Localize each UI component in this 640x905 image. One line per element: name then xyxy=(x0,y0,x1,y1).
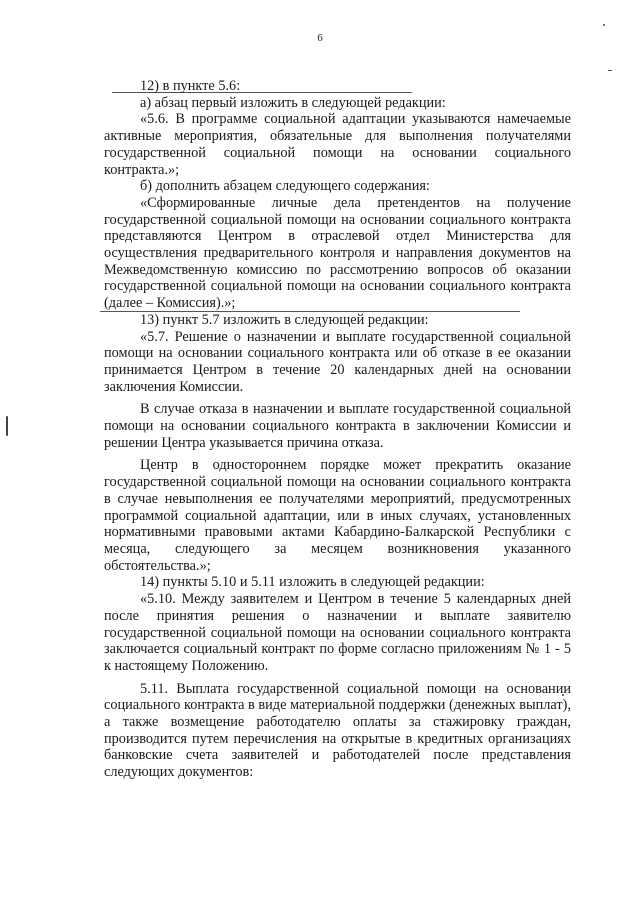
paragraph: 14) пункты 5.10 и 5.11 изложить в следующей редакции: xyxy=(140,574,485,591)
paragraph: Центр в одностороннем порядке может прекратить оказание государственной социальной помощи на основании социального контракта в случае невыполнения ее получателями мероприятий, предусмотренных программой социальной адаптации, или в иных случаях, установленных нормативными правовыми актами Кабардино-Балкарской Республики с месяца, следующего за месяцем возникновения указанного обстоятельства.»; xyxy=(104,457,571,574)
paragraph: 13) пункт 5.7 изложить в следующей редакции: xyxy=(140,311,429,328)
paragraph: б) дополнить абзацем следующего содержания: xyxy=(140,178,430,195)
scan-mark-right-top xyxy=(603,24,605,26)
paragraph: «Сформированные личные дела претендентов на получение государственной социальной помощи на основании социального контракта представляются Центром в отраслевой отдел Министерства для осуществления предварительного контроля и направления документов на Межведомственную комиссию по рассмотрению вопросов об оказании государственной социальной помощи на основании социального контракта (далее – Комиссия).»; xyxy=(104,194,571,312)
document-body xyxy=(104,78,571,781)
paragraph: «5.7. Решение о назначении и выплате государственной социальной помощи на основании социального контракта или об отказе в ее оказании принимается Центром в течение 20 календарных дней на основании заключения Комиссии. xyxy=(104,328,571,395)
page-number: 6 xyxy=(317,32,323,44)
paragraph: 12) в пункте 5.6: xyxy=(140,78,241,94)
scan-mark-right xyxy=(608,70,612,71)
paragraph: В случае отказа в назначении и выплате государственной социальной помощи на основании социального контракта в заключении Комиссии и решении Центра указывается причина отказа. xyxy=(104,401,571,451)
paragraph: «5.10. Между заявителем и Центром в течение 5 календарных дней после принятия решения о назначении и выплате заявителю государственной социальной помощи на основании социального контракта заключается социальный контракт по форме согласно приложениям № 1 - 5 к настоящему Положению. xyxy=(104,591,571,674)
paragraph: «5.6. В программе социальной адаптации указываются намечаемые активные мероприятия, обязательные для выполнения получателями государственной социальной помощи на основании социального контракта.»; xyxy=(104,111,571,178)
paragraph: 5.11. Выплата государственной социальной помощи на основании социального контракта в виде материальной поддержки (денежных выплат), а также возмещение работодателю оплаты за стажировку граждан, производится путем перечисления на открытые в кредитных организациях банковские счета заявителей и работодателей после представления следующих документов: xyxy=(104,680,571,781)
paragraph: а) абзац первый изложить в следующей редакции: xyxy=(140,94,446,111)
scan-mark-left xyxy=(6,416,8,436)
